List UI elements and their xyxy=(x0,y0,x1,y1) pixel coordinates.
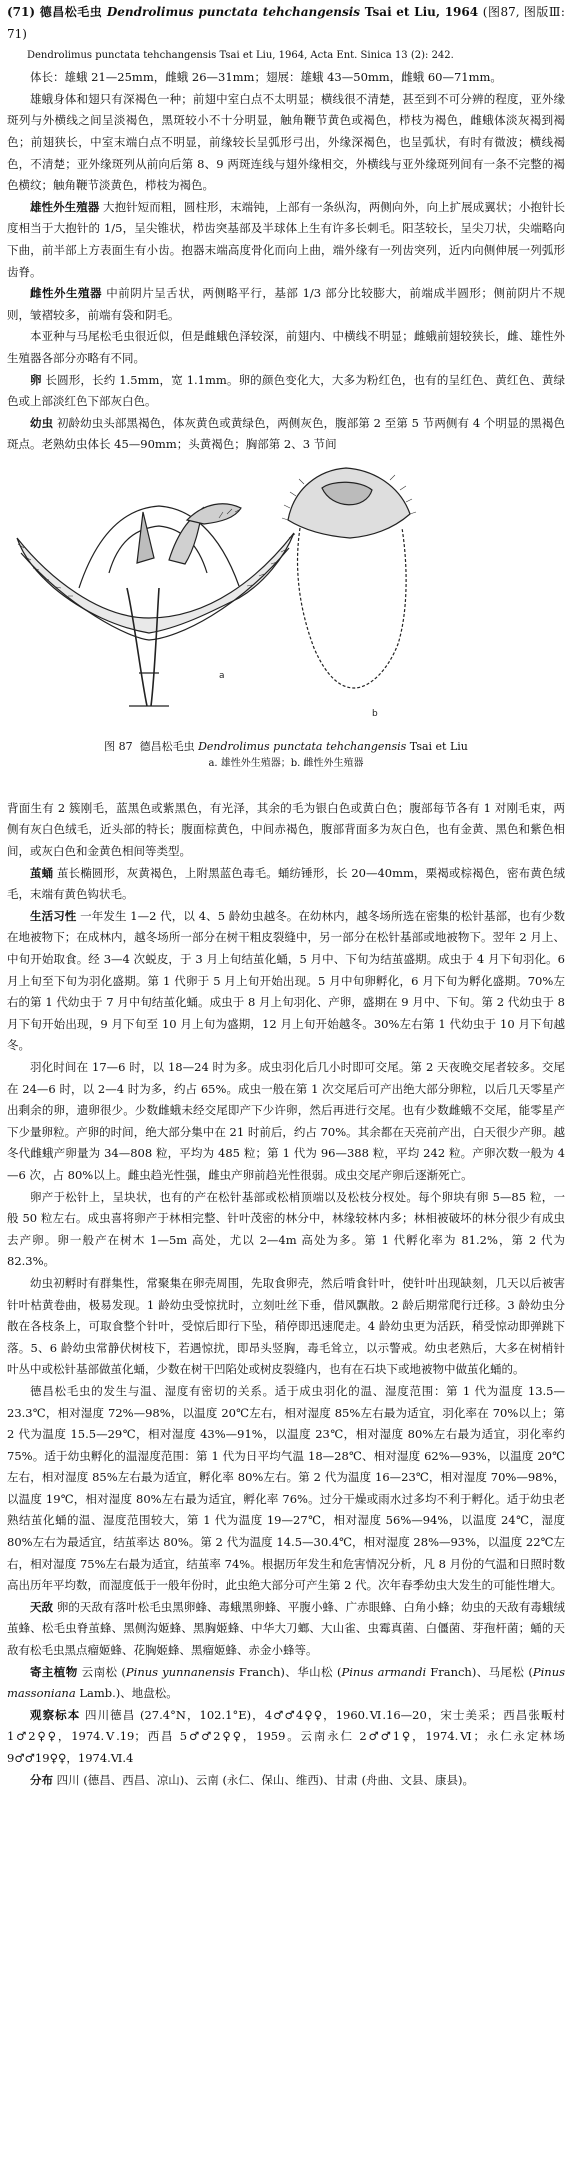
habits-paragraph-2: 羽化时间在 17—6 时，以 18—24 时为多。成虫羽化后几小时即可交尾。第 2 天夜晚交尾者较多。交尾在 24—6 时，以 2—4 时为多，约占 65%。成虫一般在第 1 次交尾后可产出绝大部分卵粒，以后几天零星产出剩余的卵，遗卵很少。少数雌蛾未经交尾即产下少许卵，然后再进行交尾。也有少数雌蛾不交尾，能零星产下少量卵粒。产卵的时间，绝大部分集中在 21 时前后，约占 70%。其余都在天亮前产出，白天很少产卵。越冬代雌蛾产卵量为 34—808 粒，平均为 485 粒；第 1 代为 96—388 粒，平均 242 粒。产卵次数一般为 4—6 次，占 80%以上。雌虫趋光性强，雌虫产卵前趋光性很弱。成虫交尾产卵后逐渐死亡。 xyxy=(7,1060,565,1182)
figure-caption-sci: Dendrolimus punctata tehchangensis xyxy=(198,739,407,753)
enemies-paragraph xyxy=(7,1597,565,1662)
female-genitalia-text: 中前阴片呈舌状，两侧略平行，基部 1/3 部分比较膨大，前端成半圆形；侧前阴片不规则，皱褶较多，前端有袋和阴毛。 xyxy=(7,286,565,322)
male-genitalia-paragraph xyxy=(7,197,565,283)
distribution-paragraph xyxy=(7,1770,565,1792)
body-size-paragraph: 体长：雄蛾 21—25mm，雌蛾 26—31mm；翅展：雄蛾 43—50mm，雌蛾 60—71mm。 xyxy=(30,70,502,85)
distribution-text: 四川 (德昌、西昌、凉山)、云南 (永仁、保山、维西)、甘肃 (舟曲、文县、康县)。 xyxy=(56,1772,475,1787)
male-genitalia-illustration xyxy=(9,468,309,718)
hosts-sci-2: Pinus armandi xyxy=(341,1664,427,1679)
hosts-text-3: Franch)、马尾松 ( xyxy=(426,1664,533,1679)
description-paragraph: 雄蛾身体和翅只有深褐色一种；前翅中室白点不太明显；横线很不清楚，甚至到不可分辨的程度，亚外缘斑列与外横线之间呈淡褐色，黑斑较小不十分明显，触角鞭节黄色或褐色，栉枝为褐色，雌蛾体淡灰褐到褐色；前翅狭长，中室末端白点不明显，前缘较长呈弧形弓出，外缘深褐色，也呈弧状，有时有微波；横线褐色，不清楚；亚外缘斑列从前向后第 8、9 两斑连线与翅外缘相交，外横线与亚外缘斑列间有一条不完整的褐色横纹；触角鞭节淡黄色，栉枝为褐色。 xyxy=(7,91,565,193)
figure-87 xyxy=(7,456,565,798)
species-number: (71) xyxy=(7,5,36,19)
figure-subcaption: a. 雄性外生殖器；b. 雌性外生殖器 xyxy=(208,757,364,769)
hosts-sci-3: Pinus massoniana xyxy=(7,1664,566,1701)
female-genitalia-label: 雌性外生殖器 xyxy=(30,286,103,301)
hosts-text-2: Franch)、华山松 ( xyxy=(234,1664,342,1679)
egg-paragraph xyxy=(7,370,565,413)
larva-text: 初龄幼虫头部黑褐色，体灰黄色或黄绿色，两侧灰色，腹部第 2 至第 5 节两侧有 4 个明显的黑褐色斑点。老熟幼虫体长 45—90mm；头黄褐色；胸部第 2、3 节间 xyxy=(7,415,565,452)
figure-caption-prefix: 图 87 xyxy=(104,739,133,753)
figure-caption-author: Tsai et Liu xyxy=(409,739,468,753)
specimens-label: 观察标本 xyxy=(30,1707,81,1722)
habits-paragraph-5: 德昌松毛虫的发生与温、湿度有密切的关系。适于成虫羽化的温、湿度范围：第 1 代为温度 13.5—23.3℃，相对湿度 72%—98%，以温度 20℃左右，相对湿度 85%左右最为适宜，羽化率在 70%以上；第 2 代为温度 15.5—29℃，相对湿度 43%—91%，以温度 23℃，相对湿度 80%左右最为适宜，羽化率约 75%。适于幼虫孵化的温湿度范围：第 1 代为日平均气温 18—28℃、相对湿度 62%—93%，以温度 20℃左右，相对湿度 85%左右最为适宜，孵化率 80%左右。第 2 代为温度 16—23℃，相对湿度 70%—98%，以温度 19℃，相对湿度 80%左右最为适宜，孵化率 76%。过分干燥或雨水过多均不利于孵化。适于幼虫老熟结茧化蛹的温、湿度范围较大，第 1 代为温度 19—27℃，相对湿度 56%—94%，以温度 24℃，湿度 80%左右为最适宜，结茧率达 80%。第 2 代为温度 14.5—30.4℃，相对湿度 28%—93%，以温度 22℃左右，相对湿度 75%左右最为适宜，结茧率 74%。根据历年发生和危害情况分析，凡 8 月份的气温和日照时数高出历年平均数，而湿度低于一般年份时，此虫绝大部分可产生第 2 代。次年春季幼虫大发生的可能性增大。 xyxy=(7,1383,565,1593)
figure-label-a: a xyxy=(219,670,225,681)
hosts-paragraph xyxy=(7,1662,565,1705)
hosts-text-1: 云南松 ( xyxy=(81,1664,126,1679)
habits-paragraph-1 xyxy=(7,906,565,1057)
species-title xyxy=(7,2,565,45)
larva-paragraph xyxy=(7,413,565,456)
comparison-paragraph: 本亚种与马尾松毛虫很近似，但是雌蛾色泽较深，前翅内、中横线不明显；雌蛾前翅较狭长，雌、雄性外生殖器各部分亦略有不同。 xyxy=(7,329,565,365)
cocoon-text: 茧长椭圆形，灰黄褐色，上附黑蓝色毒毛。蛹纺锤形，长 20—40mm，栗褐或棕褐色，密布黄色绒毛，末端有黄色钩状毛。 xyxy=(7,865,566,902)
figure-reference: (图87, 图版Ⅲ: 71) xyxy=(7,5,565,41)
female-genitalia-illustration xyxy=(269,458,429,728)
enemies-text: 卵的天敌有落叶松毛虫黑卵蜂、毒蛾黑卵蜂、平腹小蜂、广赤眼蜂、白角小蜂；幼虫的天敌有毒蛾绒茧蜂、松毛虫脊茧蜂、黑侧沟姬蜂、黑胸姬蜂、中华大刀螂、大山雀、虫霉真菌、白僵菌、芽孢杆菌；蛹的天敌有松毛虫黑点瘤姬蜂、花胸姬蜂、黑瘤姬蜂、赤金小蜂等。 xyxy=(7,1599,566,1658)
specimens-text: 四川德昌 (27.4°N，102.1°E)，4♂♂4♀♀，1960.Ⅵ.16—20，宋士美采；西昌张畈村 1♂2♀♀，1974.Ⅴ.19；西昌 5♂♂2♀♀，1959。云南永仁 2♂♂1♀，1974.Ⅵ；永仁永定林场 9♂♂19♀♀，1974.Ⅵ.4 xyxy=(7,1707,566,1765)
hosts-text-4: Lamb.)、地盘松。 xyxy=(75,1686,178,1701)
citation: Dendrolimus punctata tehchangensis Tsai et Liu, 1964, Acta Ent. Sinica 13 (2): 242. xyxy=(27,50,454,62)
habits-paragraph-4: 幼虫初孵时有群集性，常聚集在卵壳周围，先取食卵壳，然后啃食针叶，使针叶出现缺刻，几天以后被害针叶枯黄卷曲，极易发现。1 龄幼虫受惊扰时，立刻吐丝下垂，借风飘散。2 龄后期常爬行迁移。3 龄幼虫分散在各枝条上，可取食整个针叶，受惊后即行下坠，稍停即迅速爬走。4 龄幼虫更为活跃，稍受惊动即弹跳下落。5、6 龄幼虫常静伏树枝下，若遇惊扰，即昂头竖胸，毒毛耸立，以示警戒。幼虫老熟后，大多在树梢针叶丛中或松针基部做茧化蛹，少数在树干凹陷处或树皮裂缝内，也有在石块下或地被物中做茧化蛹的。 xyxy=(7,1275,565,1377)
larva-continued-paragraph: 背面生有 2 簇刚毛，蓝黑色或紫黑色，有光泽，其余的毛为银白色或黄白色；腹部每节各有 1 对刚毛束，两侧有灰白色绒毛，近头部的特长；腹面棕黄色，中间赤褐色，腹部背面多为灰白色，也有金黄、黑色和紫色相间，或灰白色和金黄色相间等类型。 xyxy=(7,800,565,859)
figure-caption-block xyxy=(7,738,565,772)
distribution-label: 分布 xyxy=(30,1772,53,1787)
hosts-label: 寄主植物 xyxy=(30,1664,78,1679)
female-genitalia-paragraph xyxy=(7,283,565,326)
species-sci-name: Dendrolimus punctata tehchangensis xyxy=(106,5,361,19)
egg-text: 长圆形，长约 1.5mm，宽 1.1mm。卵的颜色变化大，大多为粉红色，也有的呈红色、黄红色、黄绿色或上部淡红色下部灰白色。 xyxy=(7,372,566,409)
figure-label-b: b xyxy=(372,708,378,719)
male-genitalia-label: 雄性外生殖器 xyxy=(30,199,100,214)
specimens-paragraph xyxy=(7,1705,565,1770)
larva-label: 幼虫 xyxy=(30,415,54,430)
figure-caption xyxy=(7,738,565,756)
species-author: Tsai et Liu, 1964 xyxy=(364,5,479,19)
habits-paragraph-3: 卵产于松针上，呈块状，也有的产在松针基部或松梢顶端以及松枝分杈处。每个卵块有卵 5—85 粒，一般 50 粒左右。成虫喜将卵产于林相完整、针叶茂密的林分中，林缘较林内多；林相被破坏的林分很少有成虫去产卵。卵一般产在树木 1—5m 高处，尤以 2—4m 高处为多。第 1 代孵化率为 81.2%，第 2 代为 82.3%。 xyxy=(7,1189,565,1269)
egg-label: 卵 xyxy=(30,372,42,387)
habits-label: 生活习性 xyxy=(30,908,77,923)
cocoon-label: 茧蛹 xyxy=(30,865,54,880)
document-page xyxy=(7,2,565,1791)
male-genitalia-text: 大抱针短而粗，圆柱形，末端钝，上部有一条纵沟，两侧向外，向上扩展成翼状；小抱针长度相当于大抱针的 1/5，呈尖锥状，栉齿突基部及半球体上生有许多长刺毛。阳茎较长，呈尖刀状，尖端略向下曲，前半部上方表面生有小齿。抱器末端高度骨化而向上曲，端外缘有一列齿突列，近内向侧伸展一列弧形齿脊。 xyxy=(7,199,566,279)
enemies-label: 天敌 xyxy=(30,1599,54,1614)
hosts-sci-1: Pinus yunnanensis xyxy=(125,1664,235,1679)
species-cn-name: 德昌松毛虫 xyxy=(39,5,103,19)
figure-caption-cn: 德昌松毛虫 xyxy=(139,739,195,753)
cocoon-paragraph xyxy=(7,863,565,906)
habits-text-1: 一年发生 1—2 代，以 4、5 龄幼虫越冬。在幼林内，越冬场所选在密集的松针基部，也有少数在地被物下；在成林内，越冬场所一部分在树干粗皮裂缝中，另一部分在松针基部或地被物下。翌年 2 月上、中旬开始取食。经 3—4 次蜕皮，于 3 月上旬结茧化蛹，5 月中、下旬为结茧盛期。成虫于 4 月下旬羽化。6 月上旬至下旬为羽化盛期。第 1 代卵于 5 月上旬开始出现。5 月中旬卵孵化，6 月下旬为孵化盛期。70%左右的第 1 代幼虫于 7 月中旬结茧化蛹。成虫于 8 月上旬羽化、产卵，盛期在 9 月中、下旬。第 2 代幼虫于 8 月下旬开始出现，9 月下旬至 10 月上旬为盛期，12 月上旬开始越冬。30%左右第 1 代幼虫于 10 月下旬越冬。 xyxy=(7,908,566,1053)
